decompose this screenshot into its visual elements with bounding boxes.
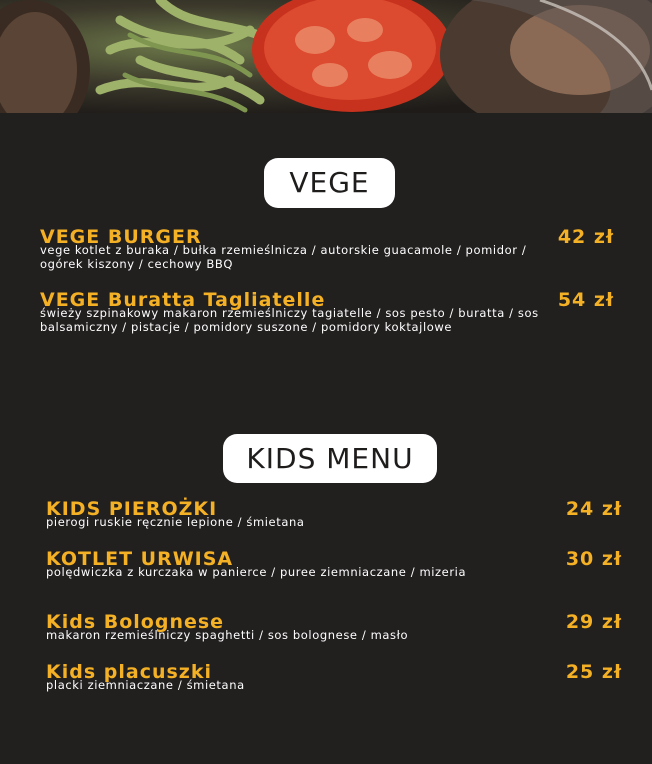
item-name: KOTLET URWISA	[46, 548, 234, 570]
section-title-kids-menu: KIDS MENU	[223, 434, 437, 483]
item-description: świeży szpinakowy makaron rzemieślniczy tagiatelle / sos pesto / buratta / sos balsamiczny / pistacje / pomidory suszone / pomidory koktajlowe	[40, 306, 539, 334]
item-description: placki ziemniaczane / śmietana	[46, 678, 245, 692]
item-description: polędwiczka z kurczaka w panierce / puree ziemniaczane / mizeria	[46, 565, 467, 579]
item-price: 24 zł	[565, 498, 622, 520]
section-title-vege: VEGE	[264, 158, 395, 208]
item-price: 42 zł	[557, 226, 614, 248]
pasta-tomato-illustration	[0, 0, 652, 113]
item-description: makaron rzemieślniczy spaghetti / sos bolognese / masło	[46, 628, 409, 642]
item-description: pierogi ruskie ręcznie lepione / śmietana	[46, 515, 305, 529]
item-name: KIDS PIEROŻKI	[46, 498, 218, 520]
hero-food-photo	[0, 0, 652, 113]
item-name: VEGE Buratta Tagliatelle	[40, 289, 326, 311]
item-price: 30 zł	[565, 548, 622, 570]
item-name: VEGE BURGER	[40, 226, 202, 248]
item-price: 25 zł	[565, 661, 622, 683]
item-price: 54 zł	[557, 289, 614, 311]
item-name: Kids placuszki	[46, 661, 212, 683]
item-price: 29 zł	[565, 611, 622, 633]
item-name: Kids Bolognese	[46, 611, 225, 633]
item-description: vege kotlet z buraka / bułka rzemieślnicza / autorskie guacamole / pomidor / ogórek kiszony / cechowy BBQ	[40, 243, 527, 271]
